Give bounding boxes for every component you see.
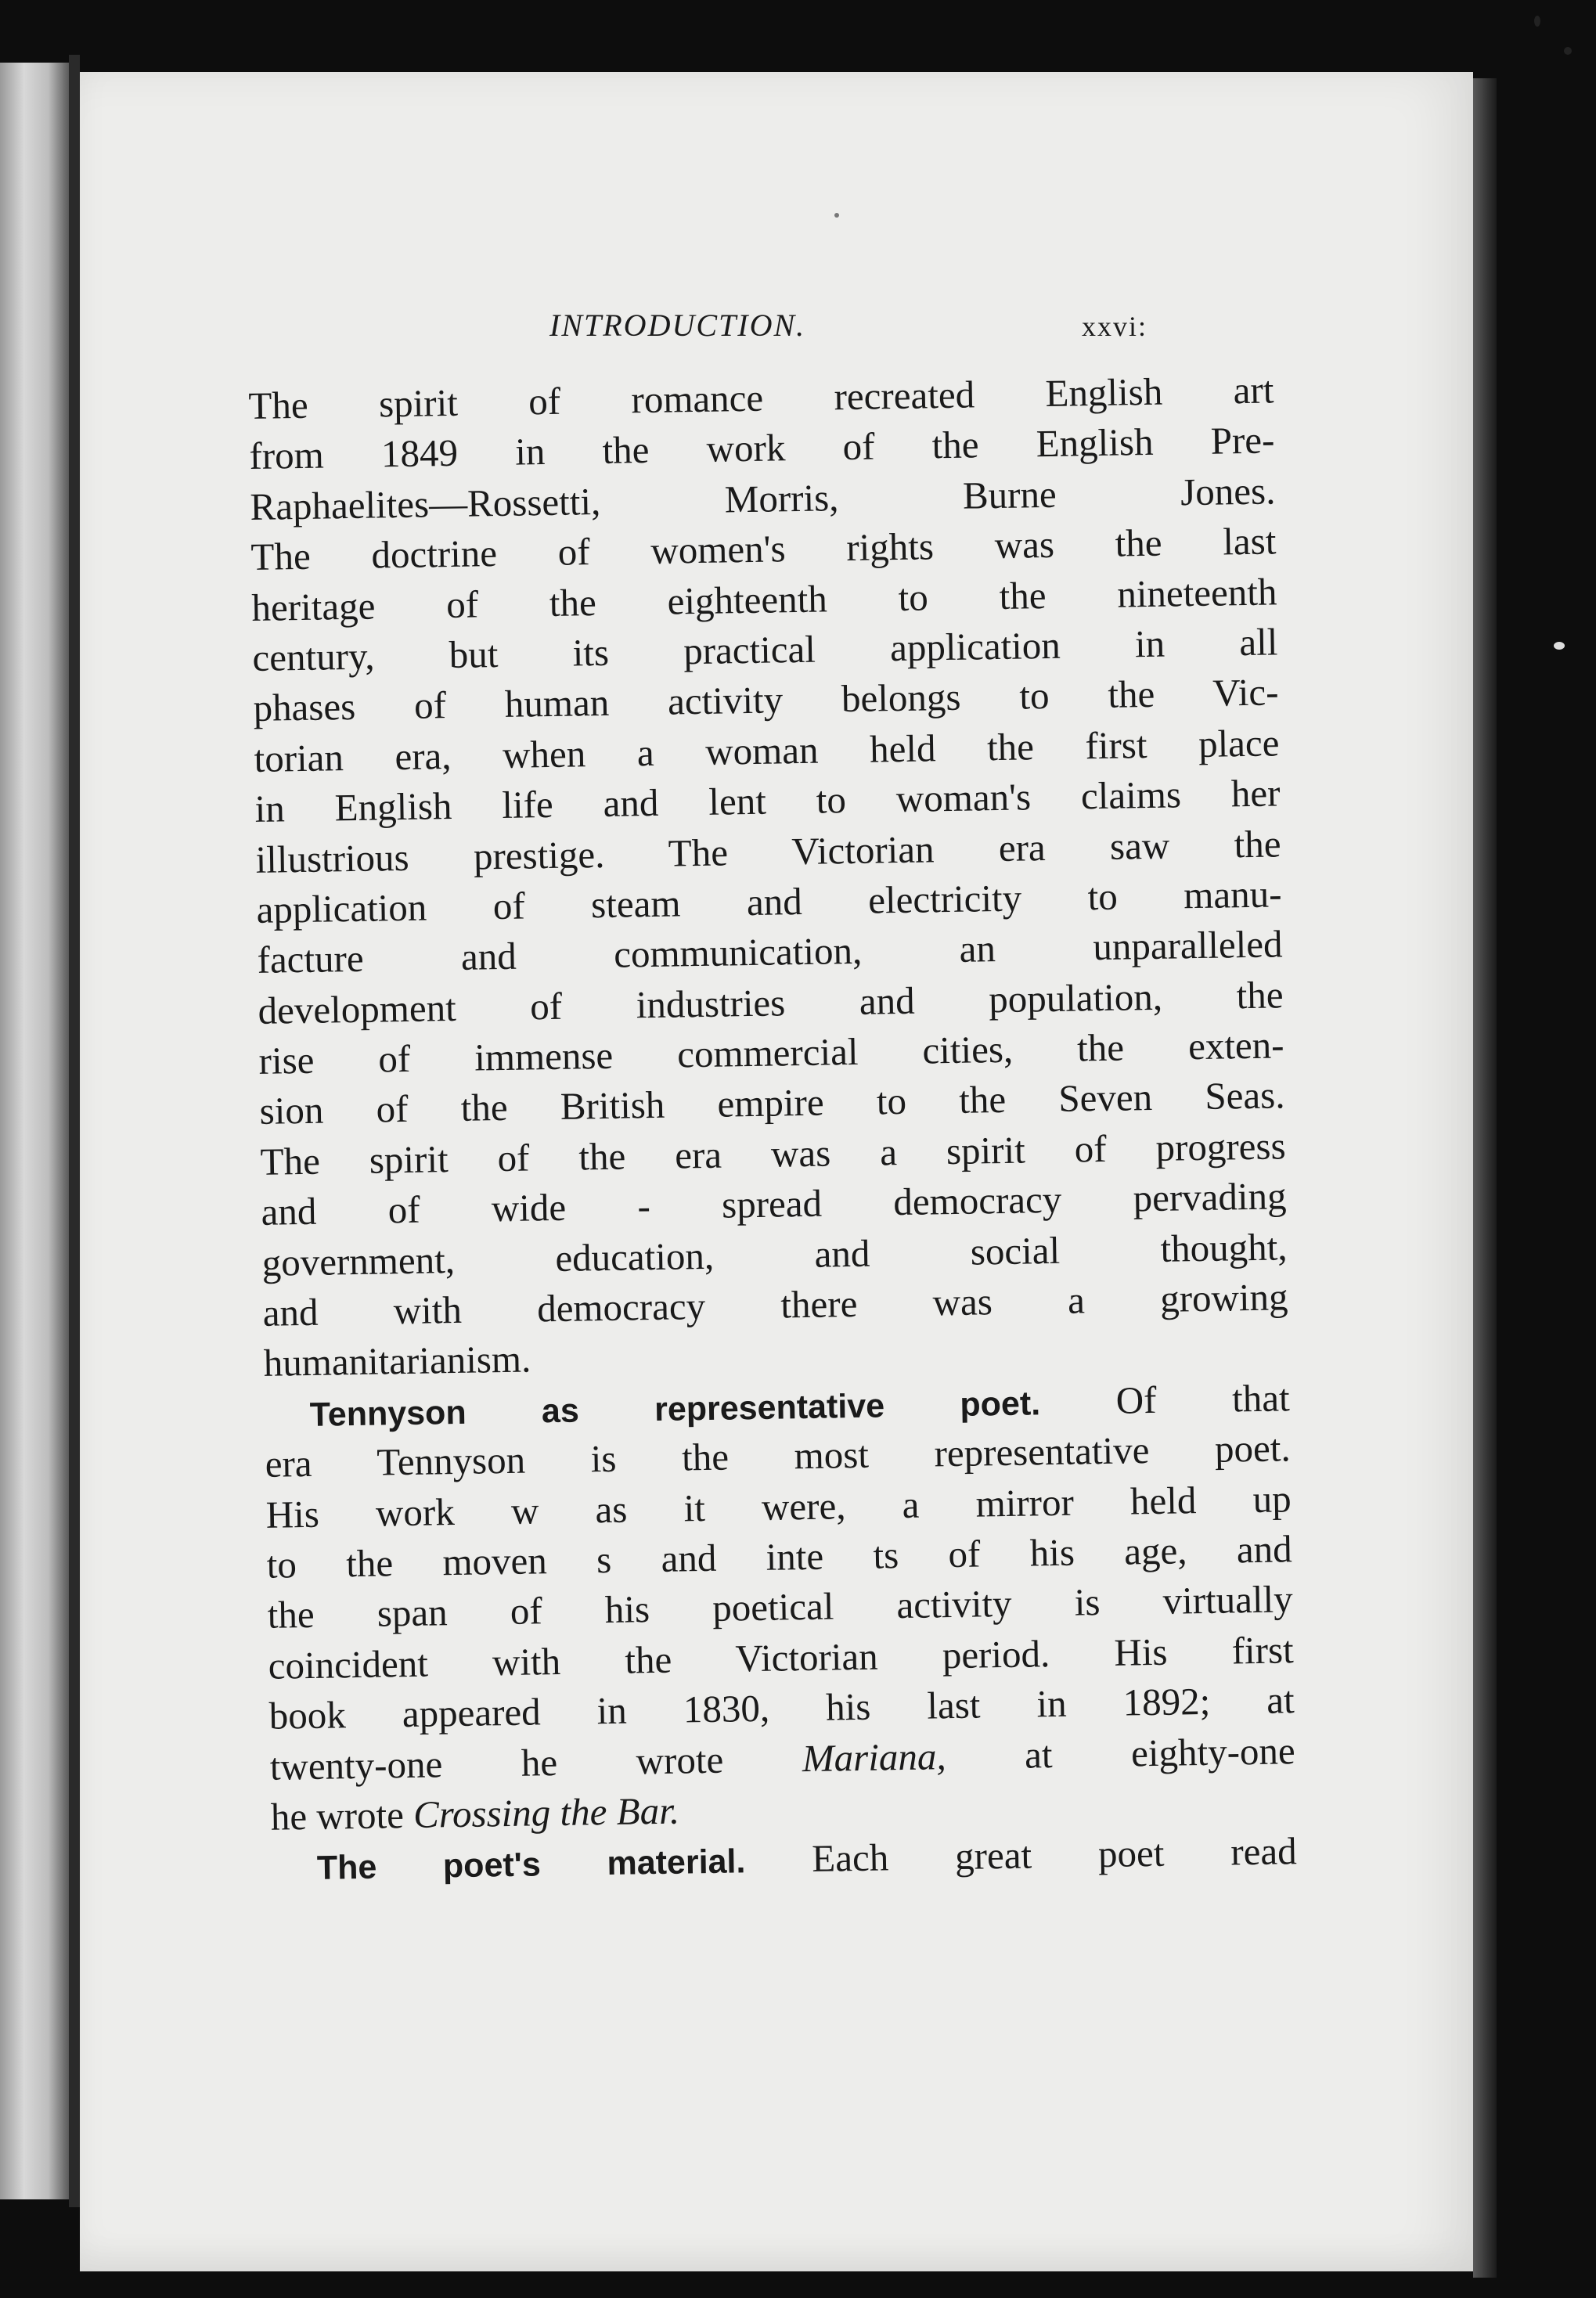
page-number: xxvi:	[1082, 311, 1148, 342]
text-line: in English life and lent to woman's claims her	[254, 771, 1281, 831]
text-line: the span of his poetical activity is virtually	[267, 1577, 1294, 1637]
text-line: government, education, and social thought,	[261, 1224, 1288, 1284]
section-heading-tennyson: Tennyson as representative poet.	[309, 1385, 1041, 1434]
text-line: The spirit of romance recreated English art	[248, 368, 1274, 427]
dust-speck	[834, 213, 839, 218]
dust-speck	[1564, 47, 1572, 55]
text-fragment: Each great poet read	[811, 1829, 1298, 1881]
body-text	[248, 365, 1297, 1893]
title-crossing-the-bar: Crossing the Bar.	[413, 1788, 680, 1836]
section-heading-poets-material: The poet's material.	[316, 1842, 746, 1888]
text-line: humanitarianism.	[263, 1337, 531, 1385]
text-fragment: Of that	[1115, 1376, 1290, 1422]
text-line: era Tennyson is the most representative poet.	[265, 1426, 1292, 1486]
text-line: coincident with the Victorian period. His first	[268, 1627, 1295, 1687]
text-line: from 1849 in the work of the English Pre-	[249, 418, 1275, 478]
text-line: development of industries and population, the	[258, 973, 1284, 1032]
paragraph-2	[264, 1373, 1296, 1842]
text-line: The doctrine of women's rights was the last	[250, 519, 1277, 579]
text-fragment: twenty-one he wrote	[269, 1738, 724, 1788]
text-line: heritage of the eighteenth to the nineteenth	[251, 569, 1277, 629]
text-line: phases of human activity belongs to the Vic-	[253, 670, 1279, 730]
text-line: His work w as it were, a mirror held up	[265, 1476, 1292, 1536]
text-line: torian era, when a woman held the first place	[254, 721, 1280, 780]
text-fragment: he wrote	[270, 1793, 405, 1839]
book-spine-shadow	[69, 55, 80, 2207]
text-line: sion of the British empire to the Seven Seas.	[259, 1073, 1285, 1133]
text-line: Raphaelites—Rossetti, Morris, Burne Jones.	[250, 469, 1276, 528]
running-title: INTRODUCTION.	[549, 308, 806, 343]
left-page-edge	[0, 63, 69, 2199]
text-line: and of wide - spread democracy pervading	[261, 1174, 1287, 1234]
text-line: application of steam and electricity to manu-	[256, 872, 1282, 931]
text-line: to the moven s and inte ts of his age, and	[266, 1527, 1293, 1587]
text-line: rise of immense commercial cities, the exten-	[258, 1023, 1284, 1082]
paragraph-1	[248, 365, 1289, 1389]
dust-speck	[1554, 642, 1565, 650]
text-fragment: at eighty-one	[1024, 1728, 1296, 1777]
text-line: The spirit of the era was a spirit of progress	[260, 1124, 1286, 1183]
text-line: facture and communication, an unparalleled	[257, 922, 1283, 982]
page-header	[80, 307, 1473, 362]
book-page	[80, 72, 1473, 2271]
text-line: book appeared in 1830, his last in 1892; at	[268, 1678, 1295, 1738]
dust-speck	[1534, 16, 1540, 27]
text-line: and with democracy there was a growing	[262, 1275, 1288, 1334]
title-mariana: Mariana,	[802, 1734, 946, 1780]
text-line: illustrious prestige. The Victorian era saw the	[255, 821, 1281, 881]
text-line: century, but its practical application in all	[252, 620, 1278, 679]
right-page-edge	[1473, 78, 1497, 2278]
